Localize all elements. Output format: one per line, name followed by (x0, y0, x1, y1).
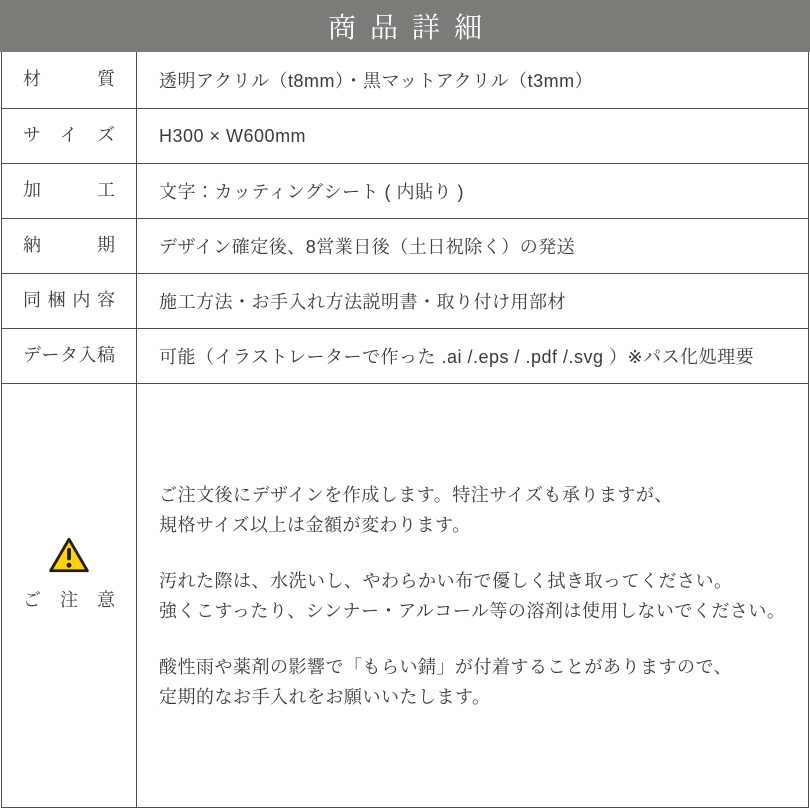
row-label-cell (2, 219, 137, 273)
row-value: 文字：カッティングシート ( 内貼り ) (159, 182, 465, 202)
row-label-cell (2, 274, 137, 328)
row-label: 納期 (23, 235, 115, 256)
warning-triangle-icon (48, 536, 90, 574)
row-label: 同梱内容 (23, 290, 115, 311)
table-row-data-submission (2, 329, 808, 384)
row-value: H300 × W600mm (159, 125, 307, 146)
spec-table (1, 52, 809, 808)
row-label-cell (2, 109, 137, 163)
caution-line: 定期的なお手入れをお願いいたします。 (159, 686, 491, 707)
table-row-caution (2, 384, 808, 807)
caution-text-block (137, 384, 808, 807)
row-value: 施工方法・お手入れ方法説明書・取り付け用部材 (159, 292, 566, 312)
caution-label: ご注意 (23, 589, 115, 610)
caution-paragraph (159, 566, 808, 626)
caution-line: 強くこすったり、シンナー・アルコール等の溶剤は使用しないでください。 (159, 600, 786, 621)
row-label-cell (2, 52, 137, 108)
caution-label-block (23, 536, 115, 612)
caution-line: 汚れた際は、水洗いし、やわらかい布で優しく拭き取ってください。 (159, 570, 733, 591)
table-row-size (2, 109, 808, 164)
row-label: データ入稿 (23, 345, 115, 366)
table-row-material (2, 52, 808, 109)
page-title: 商品詳細 (327, 12, 496, 43)
row-value: デザイン確定後、8営業日後（土日祝除く）の発送 (159, 237, 576, 257)
row-label: サイズ (23, 125, 115, 146)
row-value: 透明アクリル（t8mm）・黒マットアクリル（t3mm） (159, 71, 594, 91)
table-row-processing (2, 164, 808, 219)
caution-line: 酸性雨や薬剤の影響で「もらい錆」が付着することがありますので、 (159, 656, 733, 677)
table-row-delivery (2, 219, 808, 274)
table-row-included-items (2, 274, 808, 329)
row-value: 可能（イラストレーターで作った .ai /.eps / .pdf /.svg ）※パス化処理要 (159, 347, 755, 367)
caution-paragraph (159, 480, 808, 540)
header-bar (0, 0, 810, 52)
caution-label-cell (2, 384, 137, 807)
caution-paragraph (159, 652, 808, 712)
row-label-cell (2, 329, 137, 383)
row-label-cell (2, 164, 137, 218)
row-label: 加工 (23, 180, 115, 201)
caution-line: 規格サイズ以上は金額が変わります。 (159, 514, 471, 535)
row-label: 材質 (23, 69, 115, 90)
caution-line: ご注文後にデザインを作成します。特注サイズも承りますが、 (159, 484, 673, 505)
